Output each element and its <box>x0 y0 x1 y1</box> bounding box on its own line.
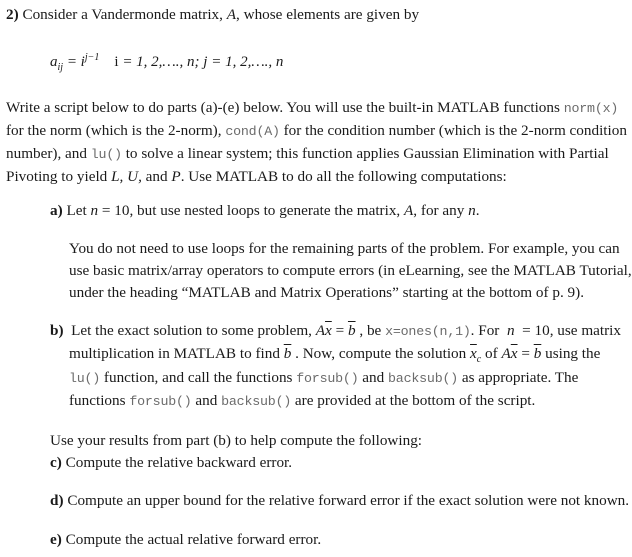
part-b-line-4: functions forsub() and backsub() are provided at the bottom of the script. <box>69 392 536 409</box>
part-b-line-1: b) Let the exact solution to some problem, $A\overline{x} = \overline{b}$ , be x=ones(n,1). For n = 10, use matrix <box>50 322 621 339</box>
part-d: d) Compute an upper bound for the relative forward error if the exact solution were not known. <box>50 492 630 509</box>
part-b-line-3: lu() function, and call the functions forsub() and backsub() as appropriate. The <box>69 369 579 386</box>
part-e: e) Compute the actual relative forward error. <box>50 531 322 548</box>
part-a: a) Let n = 10, but use nested loops to generate the matrix, A, for any n. <box>50 202 480 219</box>
intro-line-2: for the norm (which is the 2-norm), cond(A) for the condition number (which is the 2-norm condition <box>6 122 627 139</box>
part-b-line-2: multiplication in MATLAB to find $\overline{b}$ . Now, compute the solution $\overline{x}_c$ of $A\overline{x} = \overline{b}$ using the <box>69 345 601 366</box>
followup-text: Use your results from part (b) to help compute the following: <box>50 432 423 449</box>
vandermonde-formula: $a_{ij} = i^{j-1}$ i = 1, 2,…., n; j = 1, 2,…., n <box>50 52 284 73</box>
intro-line-3: number), and lu() to solve a linear system; this function applies Gaussian Elimination with Partial <box>6 145 609 162</box>
part-a-note-3: under the heading “MATLAB and Matrix Operations” starting at the bottom of p. 9). <box>69 284 584 301</box>
part-a-note-1: You do not need to use loops for the remaining parts of the problem. For example, you can <box>69 240 620 257</box>
intro-line-1: Write a script below to do parts (a)-(e) below. You will use the built-in MATLAB functions norm(x) <box>6 99 619 116</box>
intro-line-4: Pivoting to yield L, U, and P. Use MATLAB to do all the following computations: <box>6 168 507 185</box>
part-a-note-2: use basic matrix/array operators to compute errors (in eLearning, see the MATLAB Tutorial, <box>69 262 632 279</box>
part-c: c) Compute the relative backward error. <box>50 454 293 471</box>
problem-heading: 2) Consider a Vandermonde matrix, A, whose elements are given by <box>6 6 420 23</box>
